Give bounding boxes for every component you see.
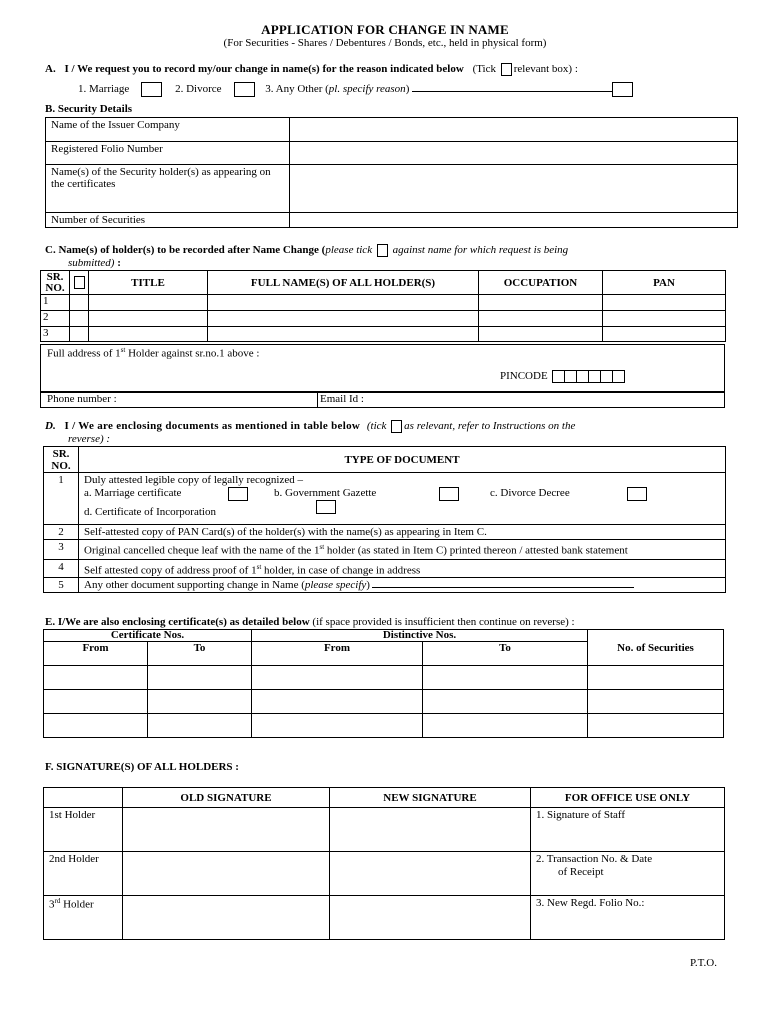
phone-field[interactable]: Phone number : — [47, 393, 117, 405]
new-signature-3[interactable] — [330, 896, 531, 940]
tick-symbol-icon — [391, 420, 402, 433]
col-distinctive-nos: Distinctive Nos. — [252, 630, 588, 642]
col-occupation: OCCUPATION — [479, 271, 603, 295]
col-full-name: FULL NAME(S) OF ALL HOLDER(S) — [208, 271, 479, 295]
security-details-table — [45, 117, 738, 228]
section-b-heading: B. Security Details — [45, 103, 133, 115]
section-d-heading: D. I / We are enclosing documents as mentioned in table below (tick as relevant, refer to Instructions on the reverse) : — [45, 420, 576, 446]
col-sr-no: SR. NO. — [41, 271, 70, 295]
col-dist-from: From — [252, 642, 423, 666]
new-holders-table — [40, 270, 726, 342]
old-signature-2[interactable] — [123, 852, 330, 896]
incorporation-certificate-checkbox[interactable] — [316, 500, 336, 514]
col-tick — [70, 271, 89, 295]
pto-label: P.T.O. — [690, 957, 717, 969]
section-e-heading: E. I/We are also enclosing certificate(s) as detailed below (if space provided is insufficient then continue on reverse) : — [45, 616, 575, 628]
other-document-field[interactable] — [372, 587, 634, 588]
table-row: 1st Holder 1. Signature of Staff — [44, 808, 725, 852]
col-dist-to: To — [423, 642, 588, 666]
email-field[interactable]: Email Id : — [320, 393, 364, 405]
documents-table — [43, 446, 726, 593]
table-row: 3 — [41, 327, 726, 342]
holder-names-label: Name(s) of the Security holder(s) as appearing on the certificates — [46, 165, 290, 213]
table-row: 2 — [41, 311, 726, 327]
table-row: 1 Duly attested legible copy of legally recognized – a. Marriage certificate b. Government Gazette c. Divorce Decree d. Certificate of Incorporation — [44, 473, 726, 525]
marriage-checkbox[interactable] — [141, 82, 162, 97]
holder-names-field[interactable] — [290, 165, 738, 213]
number-of-securities-field[interactable] — [290, 213, 738, 228]
tick-symbol-icon — [501, 63, 512, 76]
table-row — [44, 714, 724, 738]
col-sr-no: SR. NO. — [44, 447, 79, 473]
issuer-company-field[interactable] — [290, 118, 738, 142]
col-certificate-nos: Certificate Nos. — [44, 630, 252, 642]
col-pan: PAN — [603, 271, 726, 295]
other-reason-field[interactable] — [412, 91, 612, 92]
table-row: 1 — [41, 295, 726, 311]
new-signature-2[interactable] — [330, 852, 531, 896]
signatures-table — [43, 787, 725, 940]
certificates-table — [43, 629, 724, 738]
table-row: 3rd Holder 3. New Regd. Folio No.: — [44, 896, 725, 940]
marriage-certificate-checkbox[interactable] — [228, 487, 248, 501]
page-subtitle: (For Securities - Shares / Debentures / Bonds, etc., held in physical form) — [223, 37, 547, 49]
folio-number-label: Registered Folio Number — [46, 142, 290, 165]
table-row: 2 Self-attested copy of PAN Card(s) of the holder(s) with the name(s) as appearing in Item C. — [44, 525, 726, 540]
section-a-options: 1. Marriage 2. Divorce 3. Any Other (pl. specify reason) — [78, 82, 758, 97]
folio-number-field[interactable] — [290, 142, 738, 165]
other-reason-checkbox[interactable] — [612, 82, 633, 97]
table-row: 5 Any other document supporting change in Name (please specify) — [44, 578, 726, 593]
col-cert-from: From — [44, 642, 148, 666]
divorce-checkbox[interactable] — [234, 82, 255, 97]
number-of-securities-label: Number of Securities — [46, 213, 290, 228]
table-row — [44, 690, 724, 714]
col-old-signature: OLD SIGNATURE — [123, 788, 330, 808]
page-title: APPLICATION FOR CHANGE IN NAME — [261, 22, 509, 37]
old-signature-3[interactable] — [123, 896, 330, 940]
table-row: 4 Self attested copy of address proof of 1st holder, in case of change in address — [44, 559, 726, 578]
section-f-heading: F. SIGNATURE(S) OF ALL HOLDERS : — [45, 761, 239, 773]
old-signature-1[interactable] — [123, 808, 330, 852]
col-title: TITLE — [89, 271, 208, 295]
col-cert-to: To — [148, 642, 252, 666]
government-gazette-checkbox[interactable] — [439, 487, 459, 501]
section-a-heading: A. I / We request you to record my/our change in name(s) for the reason indicated below (Tick relevant box) : — [45, 63, 578, 76]
divorce-decree-checkbox[interactable] — [627, 487, 647, 501]
tick-symbol-icon — [74, 276, 85, 289]
table-row: 2nd Holder 2. Transaction No. & Date of Receipt — [44, 852, 725, 896]
address-box[interactable] — [40, 344, 725, 392]
table-row: 3 Original cancelled cheque leaf with the name of the 1st holder (as stated in Item C) printed thereon / attested bank statement — [44, 540, 726, 560]
contact-row — [40, 392, 725, 408]
table-row — [44, 666, 724, 690]
col-new-signature: NEW SIGNATURE — [330, 788, 531, 808]
new-signature-1[interactable] — [330, 808, 531, 852]
col-no-of-securities: No. of Securities — [588, 630, 724, 666]
issuer-company-label: Name of the Issuer Company — [46, 118, 290, 142]
address-label: Full address of 1st Holder against sr.no.1 above : — [47, 346, 260, 360]
pincode-field[interactable]: PINCODE — [500, 370, 625, 383]
col-type-of-document: TYPE OF DOCUMENT — [79, 447, 726, 473]
col-office-use: FOR OFFICE USE ONLY — [531, 788, 725, 808]
section-c-heading: C. Name(s) of holder(s) to be recorded after Name Change (please tick against name for which request is being submitted) : — [45, 244, 569, 270]
tick-symbol-icon — [377, 244, 388, 257]
